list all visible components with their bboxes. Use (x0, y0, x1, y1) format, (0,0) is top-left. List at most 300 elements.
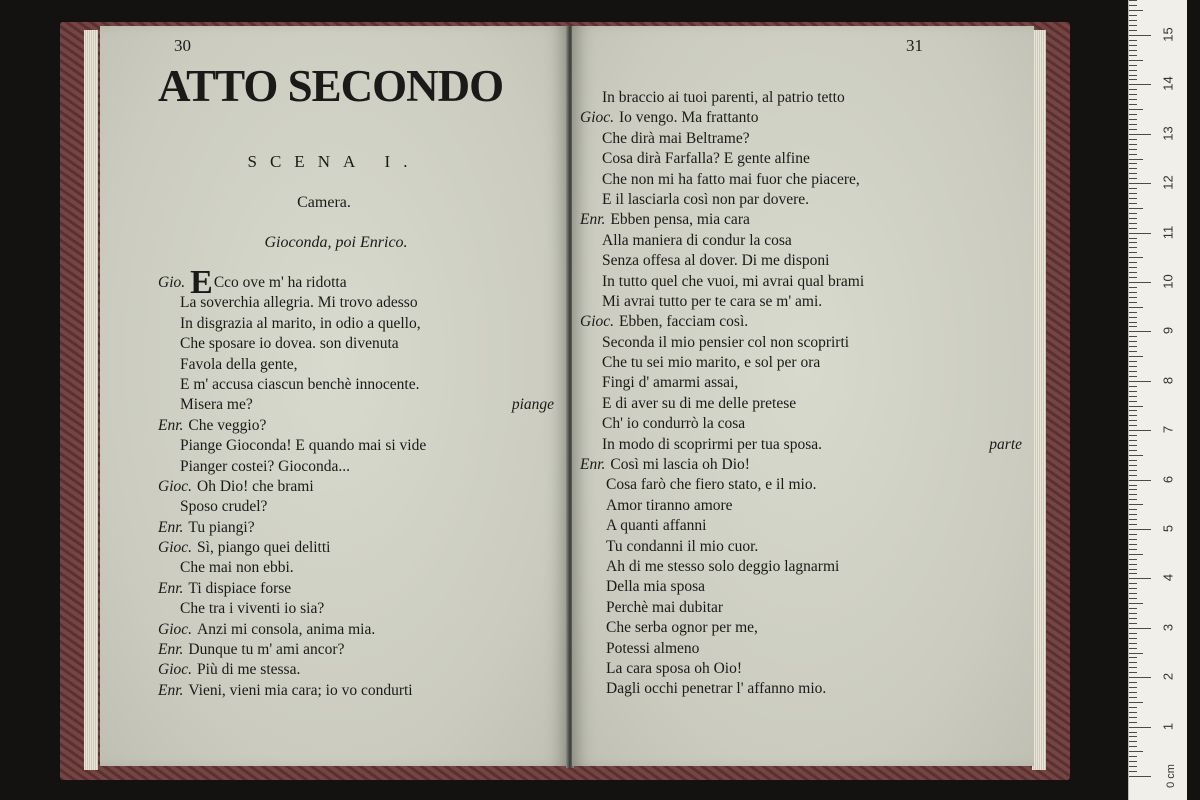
ruler-tick (1129, 697, 1137, 698)
line-text: Piange Gioconda! E quando mai si vide (180, 437, 427, 455)
ruler-tick (1129, 35, 1151, 36)
ruler-tick (1129, 381, 1151, 382)
ruler-tick (1129, 89, 1137, 90)
ruler-tick (1129, 282, 1151, 283)
ruler-tick (1129, 420, 1137, 421)
ruler-tick (1129, 623, 1137, 624)
line-text: Che tra i viventi io sia? (180, 600, 325, 618)
ruler-tick (1129, 544, 1137, 545)
text-line (580, 639, 1026, 659)
ruler-tick (1129, 682, 1137, 683)
ruler-tick (1129, 564, 1137, 565)
ruler-tick (1129, 672, 1137, 673)
line-text: In braccio ai tuoi parenti, al patrio tetto (602, 89, 845, 106)
ruler-tick (1129, 331, 1151, 332)
ruler-tick (1129, 712, 1137, 713)
ruler-tick (1129, 351, 1137, 352)
ruler-tick (1129, 307, 1143, 308)
speaker-label: Enr. (580, 211, 606, 229)
ruler-number: 4 (1160, 574, 1176, 582)
ruler-tick (1129, 272, 1137, 273)
ruler-tick (1129, 598, 1137, 599)
ruler-tick (1129, 326, 1137, 327)
ruler-tick (1129, 65, 1137, 66)
ruler-tick (1129, 499, 1137, 500)
ruler-tick (1129, 573, 1137, 574)
text-line (158, 477, 558, 497)
text-line (158, 518, 558, 538)
line-text: Che dirà mai Beltrame? (602, 129, 750, 147)
ruler-number: 15 (1160, 27, 1176, 42)
line-text: Ebben pensa, mia cara (610, 211, 750, 229)
line-text: Cosa dirà Farfalla? E gente alfine (602, 150, 810, 168)
ruler-tick (1129, 613, 1137, 614)
ruler-tick (1129, 25, 1137, 26)
ruler-tick (1129, 55, 1137, 56)
ruler-tick (1129, 0, 1137, 1)
ruler-tick (1129, 149, 1137, 150)
text-line (158, 314, 558, 334)
ruler-tick (1129, 336, 1137, 337)
text-line (580, 108, 1026, 128)
ruler-tick (1129, 761, 1137, 762)
line-text: E di aver su di me delle pretese (602, 394, 797, 412)
ruler-tick (1129, 312, 1137, 313)
stage-direction: parte (989, 435, 1022, 453)
text-line (158, 681, 558, 701)
characters-line: Gioconda, poi Enrico. (264, 234, 408, 251)
page-number: 30 (174, 36, 191, 55)
text-line (580, 149, 1026, 169)
line-text: Vieni, vieni mia cara; io vo condurti (188, 681, 413, 699)
ruler-tick (1129, 15, 1137, 16)
line-text: Sì, piango quei delitti (197, 539, 331, 557)
ruler-tick (1129, 104, 1137, 105)
line-text: Che serba ognor per me, (606, 619, 758, 637)
ruler-tick (1129, 460, 1137, 461)
drop-cap: E (190, 264, 213, 301)
text-line (158, 579, 558, 599)
line-text: Che non mi ha fatto mai fuor che piacere, (602, 170, 860, 188)
ruler-tick (1129, 494, 1137, 495)
ruler-number: 5 (1160, 524, 1176, 533)
ruler-tick (1129, 732, 1137, 733)
text-line (580, 618, 1026, 638)
text-line (158, 538, 558, 558)
page-edges-left (84, 30, 98, 770)
text-line (580, 394, 1026, 414)
ruler-tick (1129, 213, 1137, 214)
ruler-tick (1129, 386, 1137, 387)
text-line (158, 436, 558, 456)
text-line (580, 577, 1026, 597)
ruler-tick (1129, 485, 1137, 486)
ruler-tick (1129, 692, 1137, 693)
ruler-tick (1129, 99, 1137, 100)
text-line (580, 557, 1026, 577)
ruler-number: 1 (1160, 722, 1176, 730)
ruler-tick (1129, 173, 1137, 174)
speaker-label: Enr. (158, 518, 184, 536)
ruler-tick (1129, 361, 1137, 362)
line-text: In tutto quel che vuoi, mi avrai qual brami (602, 272, 865, 290)
ruler-tick (1129, 766, 1137, 767)
line-text: La cara sposa oh Oio! (606, 659, 743, 677)
ruler-tick (1129, 751, 1143, 752)
left-page (100, 26, 568, 766)
ruler-tick (1129, 593, 1137, 594)
ruler-tick (1129, 648, 1137, 649)
ruler-tick (1129, 677, 1151, 678)
text-line (158, 395, 558, 415)
ruler-number: 9 (1160, 327, 1176, 335)
line-text: Pianger costei? Gioconda... (180, 457, 351, 475)
ruler-tick (1129, 603, 1143, 604)
line-text: Della mia sposa (606, 578, 706, 596)
ruler-tick (1129, 722, 1137, 723)
ruler-tick (1129, 60, 1143, 61)
line-text: Perchè mai dubitar (606, 598, 724, 616)
text-line (580, 333, 1026, 353)
ruler-tick (1129, 10, 1143, 11)
dialogue-lines (580, 88, 1026, 700)
ruler-tick (1129, 233, 1151, 234)
text-line (158, 416, 558, 436)
ruler-tick (1129, 514, 1137, 515)
text-line (580, 537, 1026, 557)
ruler-tick (1129, 401, 1137, 402)
ruler-number: 10 (1160, 274, 1176, 289)
act-title: ATTO SECONDO (158, 61, 504, 111)
ruler-tick (1129, 124, 1137, 125)
ruler-tick (1129, 144, 1137, 145)
text-line (580, 659, 1026, 679)
ruler-number: 14 (1160, 76, 1176, 92)
ruler-tick (1129, 410, 1137, 411)
ruler-tick (1129, 475, 1137, 476)
ruler-tick (1129, 287, 1137, 288)
text-line (580, 88, 1026, 108)
text-line (580, 170, 1026, 190)
ruler-tick (1129, 450, 1137, 451)
ruler-tick (1129, 45, 1137, 46)
ruler-tick (1129, 20, 1137, 21)
ruler-tick (1129, 346, 1137, 347)
line-text: Fingi d' amarmi assai, (602, 374, 739, 392)
ruler-tick (1129, 193, 1137, 194)
ruler-tick (1129, 539, 1137, 540)
text-line (158, 497, 558, 517)
text-line (580, 353, 1026, 373)
ruler-tick (1129, 618, 1137, 619)
measuring-ruler (1128, 0, 1187, 800)
ruler-tick (1129, 188, 1137, 189)
line-text: Anzi mi consola, anima mia. (197, 620, 376, 638)
ruler-tick (1129, 79, 1137, 80)
line-text: Seconda il mio pensier col non scoprirti (602, 333, 850, 351)
ruler-tick (1129, 524, 1137, 525)
text-line (580, 251, 1026, 271)
ruler-tick (1129, 109, 1143, 110)
text-line (580, 435, 1026, 455)
ruler-tick (1129, 717, 1137, 718)
ruler-tick (1129, 440, 1137, 441)
ruler-tick (1129, 50, 1137, 51)
ruler-tick (1129, 70, 1137, 71)
ruler-tick (1129, 504, 1143, 505)
ruler-tick (1129, 178, 1137, 179)
text-line (158, 620, 558, 640)
text-line (580, 231, 1026, 251)
line-text: Senza offesa al dover. Di me disponi (602, 252, 830, 270)
ruler-tick (1129, 480, 1151, 481)
speaker-label: Gioc. (158, 477, 193, 495)
text-line (580, 312, 1026, 332)
ruler-number: 2 (1160, 673, 1176, 681)
ruler-tick (1129, 455, 1143, 456)
ruler-tick (1129, 247, 1137, 248)
ruler-tick (1129, 257, 1143, 258)
ruler-tick (1129, 292, 1137, 293)
ruler-tick (1129, 262, 1137, 263)
text-line (158, 264, 558, 301)
line-text: Dagli occhi penetrar l' affanno mio. (606, 680, 827, 698)
stage-direction: piange (511, 396, 554, 414)
line-text: Mi avrai tutto per te cara se m' ami. (602, 292, 823, 310)
ruler-tick (1129, 470, 1137, 471)
line-text: Dunque tu m' ami ancor? (188, 641, 345, 659)
ruler-tick (1129, 302, 1137, 303)
ruler-tick (1129, 578, 1151, 579)
ruler-tick (1129, 489, 1137, 490)
dialogue-lines (158, 264, 558, 701)
ruler-tick (1129, 371, 1137, 372)
line-text: Che veggio? (188, 416, 267, 434)
line-text: Oh Dio! che brami (197, 477, 314, 495)
ruler-tick (1129, 396, 1137, 397)
text-line (158, 599, 558, 619)
speaker-label: Enr. (158, 416, 184, 434)
ruler-tick (1129, 267, 1137, 268)
text-line (158, 457, 558, 477)
line-text: Che sposare io dovea. son divenuta (180, 335, 399, 353)
ruler-tick (1129, 608, 1137, 609)
text-line (580, 210, 1026, 230)
text-line (580, 373, 1026, 393)
ruler-tick (1129, 519, 1137, 520)
ruler-number: 13 (1160, 126, 1176, 141)
speaker-label: Enr. (158, 641, 184, 659)
ruler-number: 6 (1160, 475, 1176, 483)
line-text: Tu piangi? (188, 518, 255, 536)
line-text: Così mi lascia oh Dio! (610, 456, 750, 474)
ruler-tick (1129, 94, 1137, 95)
ruler-tick (1129, 554, 1143, 555)
ruler-tick (1129, 208, 1143, 209)
scene-heading: SCENA I. (247, 152, 421, 171)
speaker-label: Enr. (580, 456, 606, 474)
ruler-tick (1129, 756, 1137, 757)
ruler-tick (1129, 376, 1137, 377)
ruler-tick (1129, 667, 1137, 668)
ruler-tick (1129, 415, 1137, 416)
speaker-label: Gioc. (158, 539, 193, 557)
ruler-tick (1129, 163, 1137, 164)
ruler-tick (1129, 228, 1137, 229)
text-line (158, 558, 558, 578)
ruler-tick (1129, 114, 1137, 115)
ruler-tick (1129, 40, 1137, 41)
line-text: Io vengo. Ma frattanto (619, 109, 759, 127)
ruler-tick (1129, 252, 1137, 253)
line-text: Misera me? (180, 396, 253, 414)
ruler-tick (1129, 406, 1143, 407)
line-text: A quanti affanni (606, 517, 707, 535)
line-text: Potessi almeno (606, 639, 700, 657)
text-line (580, 455, 1026, 475)
line-text: Amor tiranno amore (606, 496, 733, 514)
ruler-tick (1129, 134, 1151, 135)
ruler-tick (1129, 183, 1151, 184)
ruler-tick (1129, 75, 1137, 76)
ruler-tick (1129, 356, 1143, 357)
ruler-tick (1129, 129, 1137, 130)
ruler-tick (1129, 445, 1137, 446)
ruler-number: 12 (1160, 175, 1176, 190)
text-line (158, 334, 558, 354)
ruler-tick (1129, 297, 1137, 298)
ruler-tick (1129, 430, 1151, 431)
ruler-tick (1129, 238, 1137, 239)
ruler-tick (1129, 702, 1143, 703)
ruler-number: 3 (1160, 623, 1176, 631)
line-text: Favola della gente, (180, 355, 298, 373)
ruler-tick (1129, 119, 1137, 120)
ruler-number: 8 (1160, 376, 1176, 384)
text-line (580, 272, 1026, 292)
ruler-unit-label: 0 cm (1164, 764, 1177, 788)
ruler-tick (1129, 653, 1143, 654)
ruler-tick (1129, 657, 1137, 658)
text-line (580, 190, 1026, 210)
line-text: Ebben, facciam così. (619, 313, 749, 331)
ruler-tick (1129, 643, 1137, 644)
ruler-number: 11 (1160, 225, 1176, 239)
ruler-tick (1129, 168, 1137, 169)
ruler-tick (1129, 322, 1137, 323)
line-text: Che tu sei mio marito, e sol per ora (602, 354, 821, 372)
line-text: Tu condanni il mio cuor. (606, 537, 759, 555)
ruler-tick (1129, 30, 1137, 31)
ruler-tick (1129, 139, 1137, 140)
line-text: Ti dispiace forse (188, 579, 292, 597)
ruler-tick (1129, 776, 1151, 777)
text-line (158, 640, 558, 660)
ruler-tick (1129, 736, 1137, 737)
ruler-tick (1129, 391, 1137, 392)
text-line (158, 660, 558, 680)
text-line (580, 496, 1026, 516)
line-text: Ch' io condurrò la cosa (602, 415, 746, 433)
ruler-tick (1129, 366, 1137, 367)
ruler-tick (1129, 549, 1137, 550)
line-text: Alla maniera di condur la cosa (602, 231, 792, 249)
text-line (158, 293, 558, 313)
ruler-tick (1129, 84, 1151, 85)
text-line (158, 355, 558, 375)
ruler-tick (1129, 203, 1137, 204)
speaker-label: Gioc. (158, 661, 193, 679)
ruler-tick (1129, 529, 1151, 530)
ruler-tick (1129, 5, 1137, 6)
right-page (572, 26, 1034, 766)
speaker-label: Gioc. (580, 313, 615, 331)
ruler-tick (1129, 687, 1137, 688)
line-text: Ah di me stesso solo deggio lagnarmi (606, 557, 840, 575)
text-line (580, 292, 1026, 312)
ruler-tick (1129, 633, 1137, 634)
line-text: Cosa farò che fiero stato, e il mio. (606, 476, 817, 494)
ruler-tick (1129, 223, 1137, 224)
line-text: Più di me stessa. (197, 661, 301, 679)
page-edges-right (1032, 30, 1046, 770)
text-line (158, 375, 558, 395)
speaker-label: Gioc. (158, 620, 193, 638)
line-text: E il lasciarla così non par dovere. (602, 190, 810, 208)
ruler-tick (1129, 662, 1137, 663)
ruler-tick (1129, 746, 1137, 747)
ruler-tick (1129, 435, 1137, 436)
ruler-tick (1129, 218, 1137, 219)
text-line (580, 414, 1026, 434)
ruler-tick (1129, 707, 1137, 708)
text-line (580, 129, 1026, 149)
ruler-tick (1129, 727, 1151, 728)
line-text: E m' accusa ciascun benchè innocente. (180, 375, 420, 393)
ruler-tick (1129, 159, 1143, 160)
ruler-tick (1129, 559, 1137, 560)
text-line (580, 516, 1026, 536)
line-text: Cco ove m' ha ridotta (213, 274, 347, 291)
ruler-number: 7 (1160, 426, 1176, 434)
ruler-tick (1129, 771, 1137, 772)
ruler-tick (1129, 638, 1137, 639)
ruler-tick (1129, 317, 1137, 318)
text-line (580, 679, 1026, 699)
text-line (580, 475, 1026, 495)
ruler-tick (1129, 425, 1137, 426)
speaker-label: Enr. (158, 681, 184, 699)
speaker-label: Enr. (158, 579, 184, 597)
line-text: Che mai non ebbi. (180, 559, 294, 577)
ruler-tick (1129, 741, 1137, 742)
ruler-tick (1129, 341, 1137, 342)
ruler-tick (1129, 242, 1137, 243)
ruler-tick (1129, 588, 1137, 589)
line-text: Sposo crudel? (180, 498, 268, 516)
page-number: 31 (906, 36, 923, 55)
ruler-tick (1129, 198, 1137, 199)
ruler-tick (1129, 465, 1137, 466)
ruler-tick (1129, 534, 1137, 535)
ruler-tick (1129, 509, 1137, 510)
line-text: La soverchia allegria. Mi trovo adesso (180, 294, 418, 312)
setting-label: Camera. (297, 194, 351, 211)
line-text: In disgrazia al marito, in odio a quello, (180, 314, 421, 332)
ruler-tick (1129, 277, 1137, 278)
line-text: In modo di scoprirmi per tua sposa. (602, 435, 822, 453)
ruler-tick (1129, 154, 1137, 155)
